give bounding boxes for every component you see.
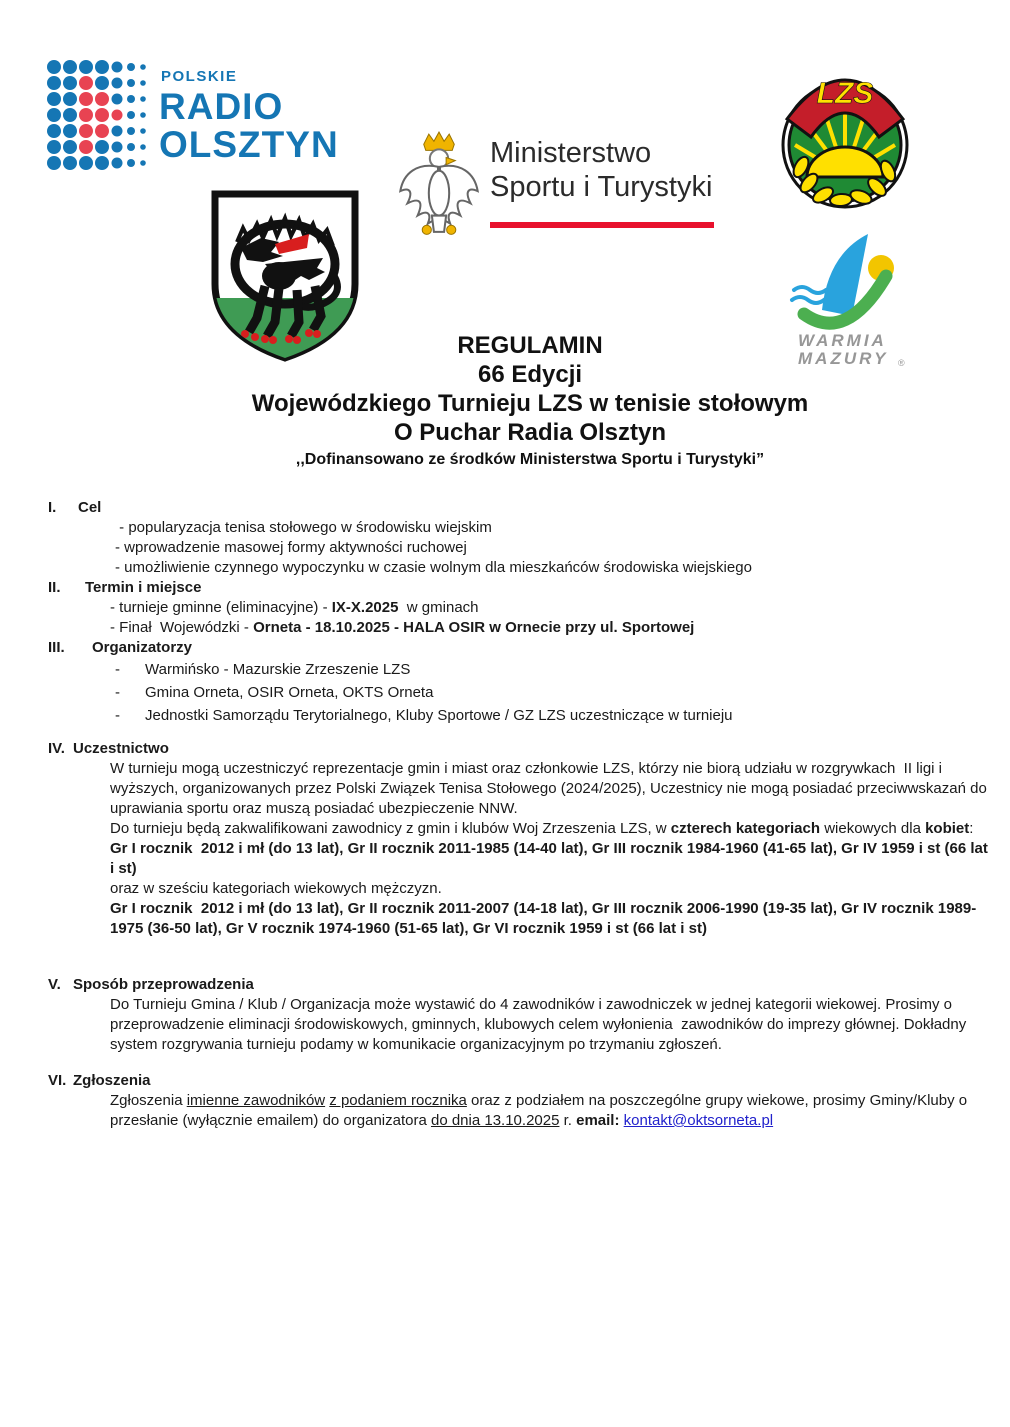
cel-item: - popularyzacja tenisa stołowego w środowisku wiejskim (115, 519, 492, 536)
lzs-emblem-text: LZS (816, 77, 874, 110)
title-line-cup: O Puchar Radia Olsztyn (393, 419, 667, 446)
radio-logo-line1: RADIO (159, 86, 284, 127)
registered-mark-icon: ® (898, 358, 905, 368)
organizer-item: - Warmińsko - Mazurskie Zrzeszenie LZS (115, 661, 411, 678)
ministry-name (490, 136, 712, 204)
termin-item: - turnieje gminne (eliminacyjne) - IX-X.2025 w gminach (110, 599, 479, 616)
cel-item: - wprowadzenie masowej formy aktywności ruchowej (115, 539, 467, 556)
email-link[interactable]: kontakt@oktsorneta.pl (623, 1112, 774, 1129)
sposob-body: Do Turnieju Gmina / Klub / Organizacja może wystawić do 4 zawodników i zawodniczek w jednej kategorii wiekowej. Prosimy o przeprowadzenie eliminacji środowiskowych, gminnych, klubowych celem wyłonienia zawodników do imprezy głównej. Dokładny system rozgrywania turnieju podamy w komunikacie organizacyjnym po trzymaniu zgłoszeń. (110, 996, 971, 1053)
ministry-red-bar (490, 222, 714, 228)
warmia-logo-line1: WARMIA (798, 331, 887, 350)
termin-item: - Finał Wojewódzki - Orneta - 18.10.2025 - HALA OSIR w Ornecie przy ul. Sportowej (110, 619, 695, 636)
title-line-regulamin: REGULAMIN (457, 332, 603, 359)
uczestnictwo-body: W turnieju mogą uczestniczyć reprezentacje gmin i miast oraz członkowie LZS, którzy nie biorą udziału w rozgrywkach II ligi i wyższych, organizowanych przez Polski Związek Tenisa Stołowego (2024/2025), Uczestnicy nie mogą posiadać przeciwwskazań do uprawiania sportu oraz muszą posiadać ubezpieczenie NNW. Do turnieju będą zakwalifikowani zawodnicy z gmin i klubów Woj Zrzeszenia LZS, w czterech kategoriach wiekowych dla kobiet: Gr I rocznik 2012 i mł (do 13 lat), Gr II rocznik 2011-1985 (14-40 lat), Gr III rocznik 1984-1960 (41-65 lat), Gr IV 1959 i st (66 lat i st) oraz w sześciu kategoriach wiekowych mężczyzn. Gr I rocznik 2012 i mł (do 13 lat), Gr II rocznik 2011-2007 (14-18 lat), Gr III rocznik 2006-1990 (19-35 lat), Gr IV rocznik 1989-1975 (36-50 lat), Gr V rocznik 1974-1960 (51-65 lat), Gr VI rocznik 1959 i st (66 lat i st) (110, 760, 993, 937)
radio-logo-top-label: POLSKIE (161, 68, 238, 85)
ministry-logo (393, 128, 723, 240)
section-heading-termin: II. Termin i miejsce (48, 579, 202, 596)
section-heading-cel: I. Cel (48, 499, 102, 516)
document-body (48, 498, 993, 1131)
section-heading-organizatorzy: III. Organizatorzy (48, 639, 193, 656)
polish-eagle-icon (393, 128, 485, 240)
title-line-edition: 66 Edycji (477, 361, 583, 388)
section-heading-uczestnictwo: IV. Uczestnictwo (48, 740, 169, 757)
radio-olsztyn-logo (45, 58, 355, 173)
title-funding-note: ,,Dofinansowano ze środków Ministerstwa Sportu i Turystyki” (295, 451, 765, 468)
lzs-emblem-icon (779, 57, 912, 219)
radio-logo-line2: OLSZTYN (159, 124, 339, 165)
section-heading-zgloszenia: VI. Zgłoszenia (48, 1072, 151, 1089)
ministry-name-line1: Ministerstwo (490, 137, 652, 169)
document-title (50, 331, 1010, 470)
warmia-logo-line2: MAZURY (798, 349, 889, 368)
ministry-name-line2: Sportu i Turystyki (490, 171, 713, 203)
radio-dot-grid-icon (45, 58, 155, 170)
organizer-item: - Gmina Orneta, OSIR Orneta, OKTS Orneta (115, 684, 434, 701)
cel-item: - umożliwienie czynnego wypoczynku w czasie wolnym dla mieszkańców środowiska wiejskiego (115, 559, 752, 576)
title-line-tournament: Wojewódzkiego Turnieju LZS w tenisie stołowym (251, 390, 809, 417)
section-heading-sposob: V. Sposób przeprowadzenia (48, 976, 254, 993)
organizer-item: - Jednostki Samorządu Terytorialnego, Kluby Sportowe / GZ LZS uczestniczące w turnieju (115, 707, 733, 724)
zgloszenia-body: Zgłoszenia imienne zawodników z podaniem rocznika oraz z podziałem na poszczególne grupy wiekowe, prosimy Gminy/Kluby o przesłanie (wyłącznie emailem) do organizatora do dnia 13.10.2025 r. email: kontakt@oktsorneta.pl (110, 1092, 972, 1129)
